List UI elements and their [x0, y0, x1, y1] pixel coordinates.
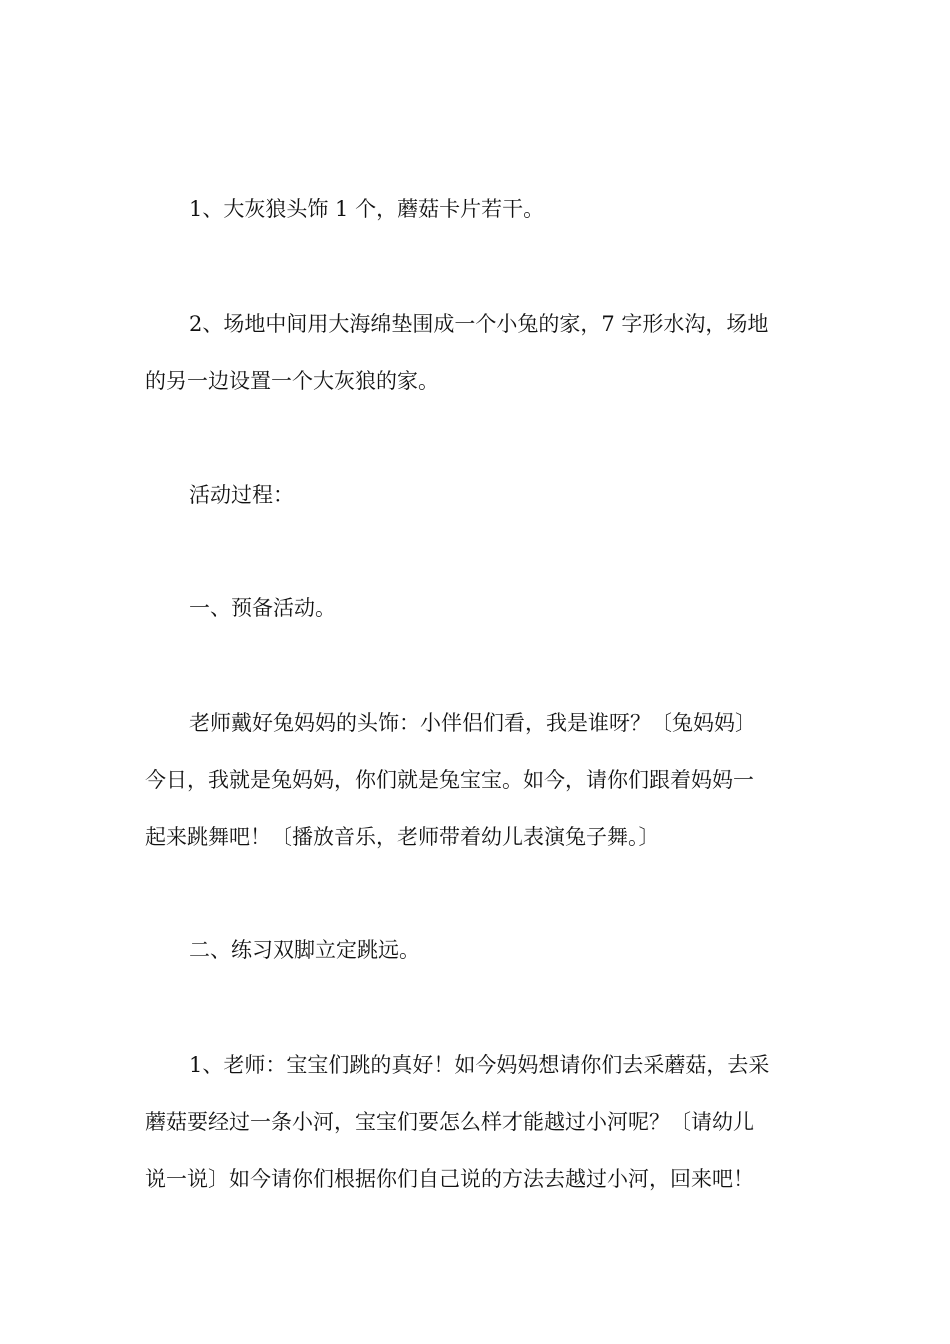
materials-item-1 — [145, 181, 810, 238]
text-line: 今日，我就是兔妈妈，你们就是兔宝宝。如今，请你们跟着妈妈一 — [145, 768, 754, 792]
section-heading-activity-process — [145, 467, 810, 524]
text-line: 说一说〕如今请你们根据你们自己说的方法去越过小河，回来吧！ — [145, 1167, 754, 1191]
text-line: 蘑菇要经过一条小河，宝宝们要怎么样才能越过小河呢？〔请幼儿 — [145, 1110, 754, 1134]
text-line: 起来跳舞吧！〔播放音乐，老师带着幼儿表演兔子舞。〕 — [145, 825, 660, 849]
text-line: 二、练习双脚立定跳远。 — [189, 938, 420, 962]
text-line: 1、老师：宝宝们跳的真好！如今妈妈想请你们去采蘑菇，去采 — [189, 1053, 770, 1077]
text-line: 1、大灰狼头饰 1 个，蘑菇卡片若干。 — [189, 197, 545, 221]
text-line: 的另一边设置一个大灰狼的家。 — [145, 369, 439, 393]
section-heading-jump-practice — [145, 922, 810, 979]
text-line: 活动过程： — [189, 483, 294, 507]
warmup-paragraph — [145, 695, 810, 866]
text-line: 一、预备活动。 — [189, 596, 336, 620]
section-heading-warmup — [145, 580, 810, 637]
text-line: 老师戴好兔妈妈的头饰：小伴侣们看，我是谁呀？〔兔妈妈〕 — [189, 711, 756, 735]
materials-item-2 — [145, 296, 810, 410]
jump-practice-paragraph — [145, 1037, 810, 1208]
text-line: 2、场地中间用大海绵垫围成一个小兔的家，7 字形水沟，场地 — [189, 312, 769, 336]
